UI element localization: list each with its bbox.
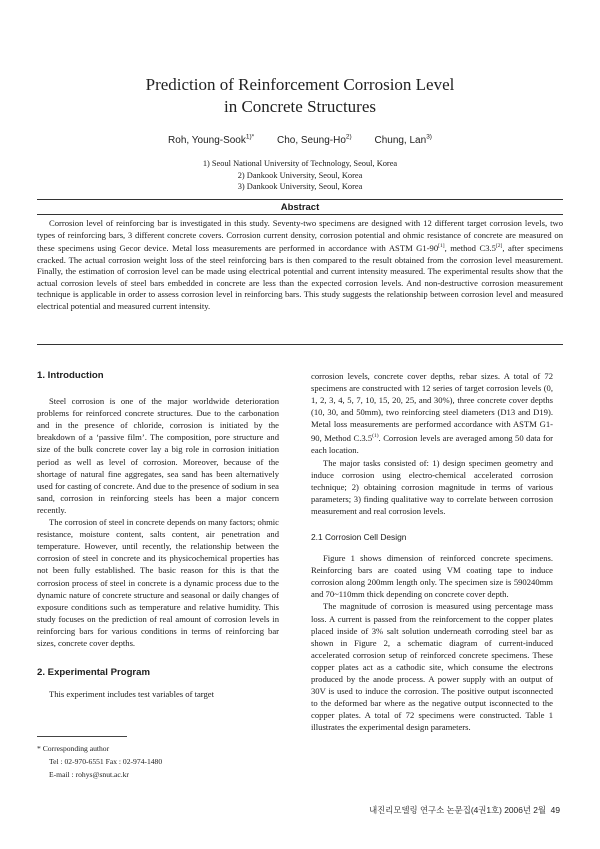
abstract-heading-rule xyxy=(37,214,563,215)
affiliation-list xyxy=(0,158,600,193)
author-list xyxy=(0,134,600,146)
section-2-1-heading: 2.1 Corrosion Cell Design xyxy=(311,531,407,542)
section-2-1-paragraph-2: The magnitude of corrosion is measured using percentage mass loss. A current is passed from the reinforcement to the copper plates placed inside of 3% salt solution underneath corroding steel bar as shown in Figure 2, a schematic diagram of current-induced accelerated corrosion setup of reinforced concrete specimens. These copper plates act as a cathodic site, which consume the electrons produced by the anode process. A power supply with an output of 30V is used to induce the corrosion. The positive output isconnected to the deformed bar where as the negative output isconnected to the copper plates. A total of 72 specimens were constructed. Table 1 illustrates the experimental design parameters. xyxy=(311,601,553,733)
abstract-bottom-rule xyxy=(37,344,563,345)
contact-email: E-mail : rohys@snut.ac.kr xyxy=(49,770,129,779)
author-3: Chung, Lan$^{3)}$ xyxy=(374,134,432,147)
page-number: 49 xyxy=(550,805,560,815)
page-footer xyxy=(369,804,560,816)
left-column xyxy=(37,370,279,700)
section-2-1-paragraph-1: Figure 1 shows dimension of reinforced concrete specimens. Reinforcing bars are coated using VM coating tape to induce corrosion along 200mm length only. The specimen size is 590240mm and 70~110mm thick depending on concrete cover depth. xyxy=(311,553,553,600)
contact-phone-fax: Tel : 02-970-6551 Fax : 02-974-1480 xyxy=(49,757,163,766)
affiliation-3: 3) Dankook University, Seoul, Korea xyxy=(237,182,363,191)
author-1: Roh, Young-Sook$^{1)*}$ xyxy=(168,134,255,147)
footnote-rule xyxy=(37,736,127,737)
affiliation-1: 1) Seoul National University of Technology, Seoul, Korea xyxy=(202,159,398,168)
section-1-paragraph-2: The corrosion of steel in concrete depends on many factors; ohmic resistance, moisture content, salts content, air penetration and temperature. However, until recently, the relationship between the corrosion of steel in concrete and its physicochemical properties has not been fully established. The basic reason for this is that the corrosion process of steel in concrete is a dynamic process due to the dynamic nature of concrete structure and seasonal or daily changes of exposure conditions such as temperature and relative humidity. This study focuses on the prediction of real amount of corrosion levels in reinforcing bars for various conditions in terms of reinforcing bar sizes, concrete cover depths. xyxy=(37,517,279,648)
abstract-heading: Abstract xyxy=(280,202,320,213)
affiliation-2: 2) Dankook University, Seoul, Korea xyxy=(237,170,363,180)
section-1-heading: 1. Introduction xyxy=(37,370,104,381)
section-1-paragraph-1: Steel corrosion is one of the major worldwide deterioration problems for reinforced concrete structures. Due to the carbonation and in the presence of chloride, corrosion is initiated by the breakdown of a ‘passive film’. The composition, pore structure and size of the bulk concrete cover lay a big role in corrosion initiation period as well as level of corrosion. Moreover, because of the shortage of natural fine aggregates, sea sand has been alternatively used for casting of concrete. And due to the presence of sodium in sea sand, corrosion in reinforcing steels has been a major concern recently. xyxy=(37,396,279,515)
section-2-paragraph-2: The major tasks consisted of: 1) design specimen geometry and induce corrosion using electro-chemical accelerated corrosion technique; 2) obtaining corrosion magnitude in terms of various parameters; 3) finding qualitative way to correlate between corrosion measurement and real corrosion levels. xyxy=(311,457,553,516)
journal-name: 내진리모델링 연구소 논문집(4권1호) 2006년 2월 xyxy=(369,805,547,815)
abstract-top-rule xyxy=(37,199,563,200)
right-column xyxy=(311,370,553,733)
section-2-paragraph-1-cont: corrosion levels, concrete cover depths, rebar sizes. A total of 72 specimens are constructed with 12 series of target corrosion levels (0, 1, 2, 3, 4, 5, 7, 10, 15, 20, 25, and 30%), three concrete cover depths (10, 30, and 50mm), two reinforcing steel diameters (D13 and D19). Metal loss measurements are performed accordance with ASTM G1-90, Method C.3.5$^{(1)}$. Corrosion levels are averaged among 50 data for each location. xyxy=(311,371,553,456)
footnote xyxy=(37,742,267,781)
author-2: Cho, Seung-Ho$^{2)}$ xyxy=(276,134,352,147)
section-2-paragraph-1-start: This experiment includes test variables of target xyxy=(49,689,214,700)
paper-title xyxy=(0,74,600,118)
corresponding-author-note: * Corresponding author xyxy=(37,744,110,753)
title-line-2: in Concrete Structures xyxy=(223,97,376,116)
title-line-1: Prediction of Reinforcement Corrosion Level xyxy=(145,75,455,94)
abstract-body: Corrosion level of reinforcing bar is investigated in this study. Seventy-two specimens are designed with 12 different target corrosion levels, two types of reinforcing bars, 3 different concrete covers. Corrosion current density, corrosion potential and ohmic resistance of concrete are measured on these specimens using Gecor device. Metal loss measurements are performed in accordance with ASTM G1-90[1], method C3.5[2], after specimens cracked. The actual corrosion weight loss of the steel reinforcing bars is then compared to the result obtained from the corrosion level measurement. Finally, the estimation of corrosion level can be made using electrical potential and current intensity measured. The experimental results show that the actual corrosion levels of steel bars embedded in concrete are less than the expected corrosion levels. And non-destructive corrosion measurement technique is applicable in order to assess corrosion level in reinforcing bars. This study suggests the relationship between corrosion level and measured electrical potential and measured current intensity. xyxy=(37,218,564,312)
section-2-heading: 2. Experimental Program xyxy=(37,667,151,679)
